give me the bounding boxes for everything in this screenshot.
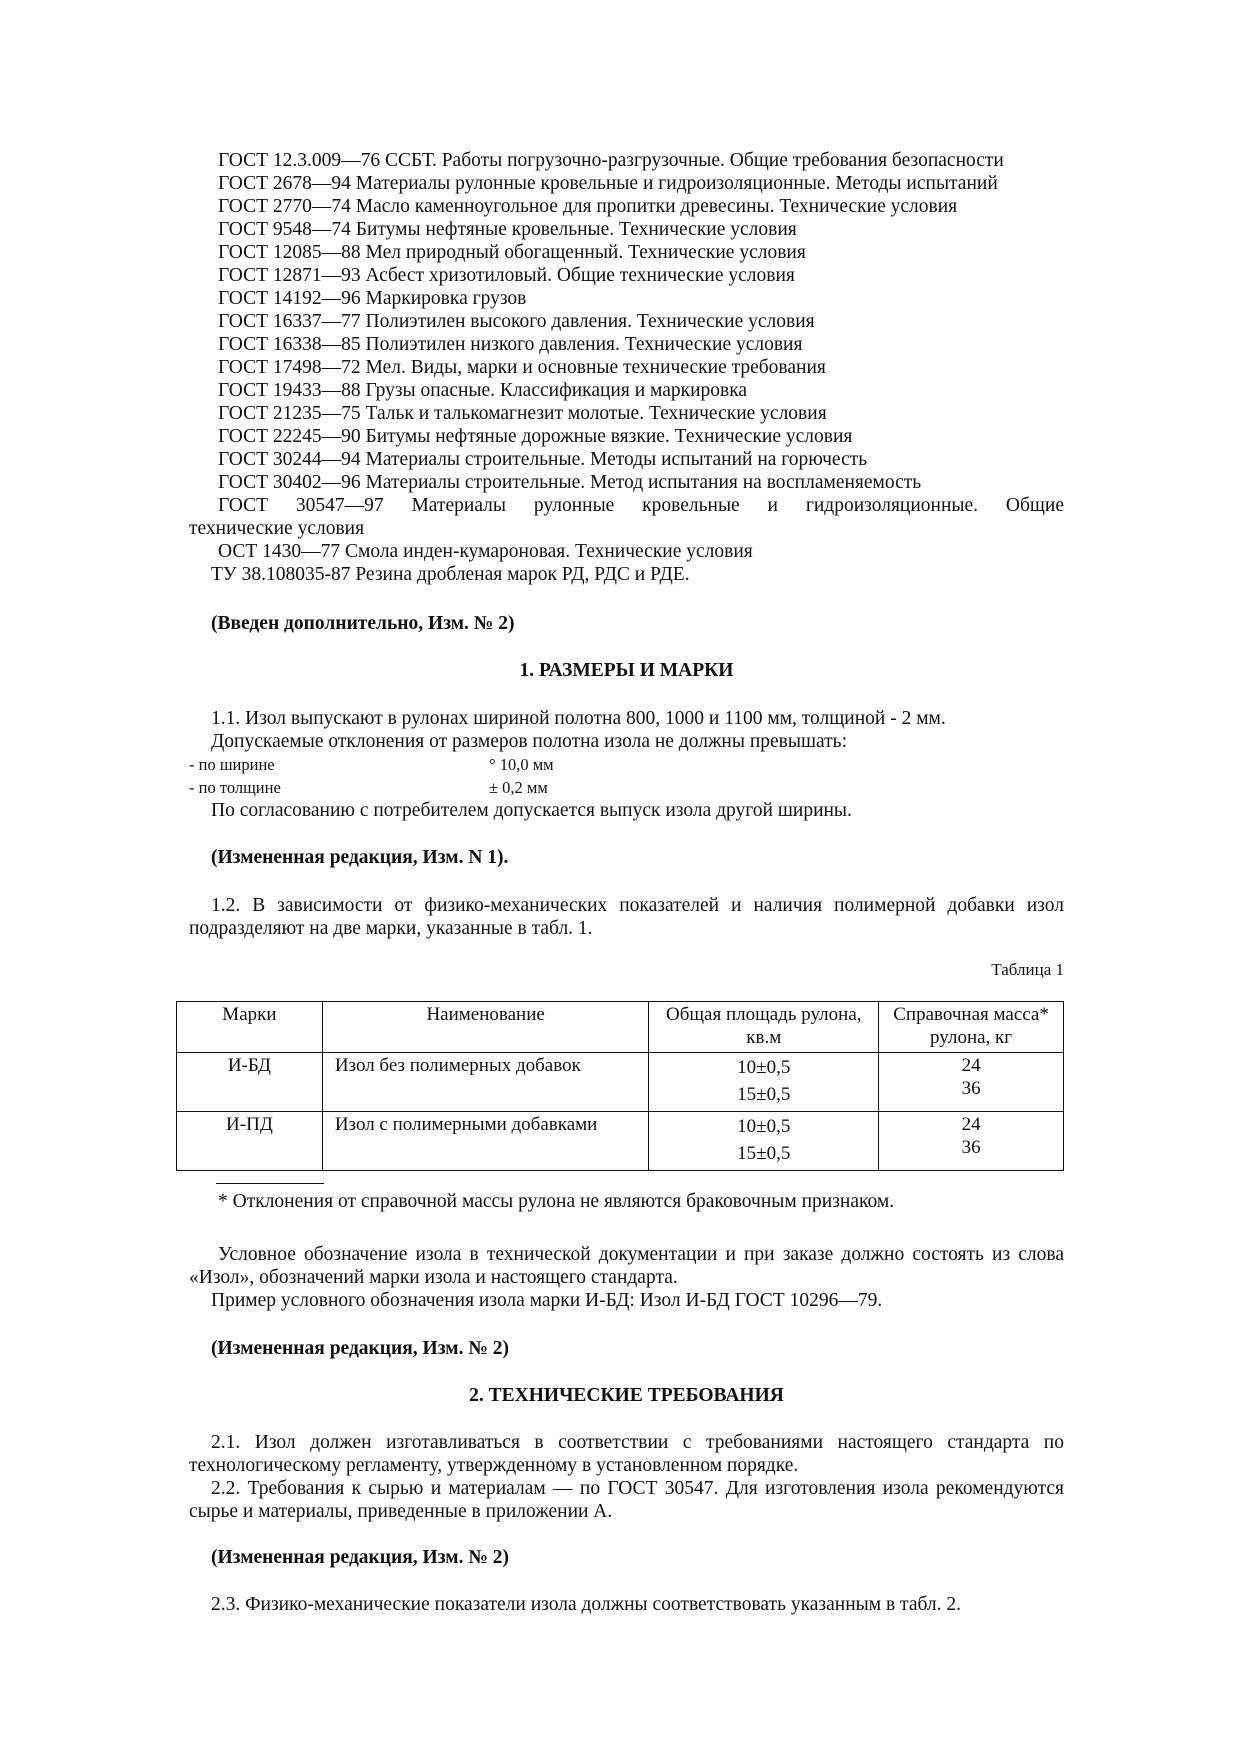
- table-cell-mass: [879, 1053, 1064, 1112]
- reference-item: ГОСТ 14192—96 Маркировка грузов: [218, 288, 527, 309]
- designation-example: Пример условного обозначения изола марки И-БД: Изол И-БД ГОСТ 10296—79.: [211, 1290, 883, 1311]
- tolerance-thickness-label: - по толщине: [189, 778, 281, 797]
- reference-item: ГОСТ 12.3.009—76 ССБТ. Работы погрузочно-разгрузочные. Общие требования безопасности: [218, 150, 1004, 171]
- section-title-1: 1. РАЗМЕРЫ И МАРКИ: [519, 660, 734, 681]
- table-cell-mark: И-ПД: [177, 1112, 323, 1171]
- mass-value: 36: [961, 1078, 981, 1099]
- table-footnote: * Отклонения от справочной массы рулона не являются браковочным признаком.: [218, 1191, 895, 1212]
- section-title-2: 2. ТЕХНИЧЕСКИЕ ТРЕБОВАНИЯ: [469, 1385, 784, 1406]
- reference-item: ГОСТ 2770—74 Масло каменноугольное для пропитки древесины. Технические условия: [218, 196, 958, 217]
- reference-item-tu: ТУ 38.108035-87 Резина дробленая марок РД, РДС и РДЕ.: [211, 564, 690, 585]
- reference-item: ГОСТ 30402—96 Материалы строительные. Метод испытания на воспламеняемость: [218, 472, 922, 493]
- clause-1-1-deviations: Допускаемые отклонения от размеров полотна изола не должны превышать:: [211, 731, 847, 752]
- tolerance-width-row: [189, 753, 1064, 776]
- clause-1-2: 1.2. В зависимости от физико-механических показателей и наличия полимерной добавки изол подразделяют на две марки, указанные в табл. 1.: [189, 895, 1064, 939]
- tolerance-thickness-value: ± 0,2 мм: [489, 778, 548, 797]
- table-cell-mass: [879, 1112, 1064, 1171]
- table-row: [177, 1112, 1064, 1171]
- reference-item: ГОСТ 19433—88 Грузы опасные. Классификация и маркировка: [218, 380, 748, 401]
- area-value: 10±0,5: [737, 1116, 791, 1137]
- table-cell-name: Изол с полимерными добавками: [322, 1112, 649, 1171]
- amendment-note: (Измененная редакция, Изм. № 2): [211, 1547, 510, 1568]
- designation-paragraph: Условное обозначение изола в технической документации и при заказе должно состоять из слова «Изол», обозначений марки изола и настоящего стандарта.: [189, 1244, 1064, 1288]
- reference-item-ost: ОСТ 1430—77 Смола инден-кумароновая. Технические условия: [218, 541, 753, 562]
- reference-item: ГОСТ 12085—88 Мел природный обогащенный. Технические условия: [218, 242, 806, 263]
- table-cell-area: [649, 1053, 879, 1112]
- clause-1-1-text: 1.1. Изол выпускают в рулонах шириной полотна 800, 1000 и 1100 мм, толщиной - 2 мм.: [211, 708, 946, 729]
- reference-item: ГОСТ 16338—85 Полиэтилен низкого давления. Технические условия: [218, 334, 803, 355]
- reference-item-30547-line1: ГОСТ 30547—97 Материалы рулонные кровельные и гидроизоляционные. Общие: [218, 495, 1064, 516]
- table-header-row: [177, 1002, 1064, 1053]
- table-header-cell: Наименование: [322, 1002, 649, 1053]
- footnote-separator: [216, 1183, 324, 1184]
- amendment-note: (Измененная редакция, Изм. N 1).: [211, 847, 509, 868]
- mass-value: 24: [961, 1114, 981, 1135]
- table-row: [177, 1053, 1064, 1112]
- tolerance-thickness-row: [189, 776, 1064, 799]
- clause-2-2: 2.2. Требования к сырью и материалам — по ГОСТ 30547. Для изготовления изола рекомендуются сырье и материалы, приведенные в приложении А.: [189, 1478, 1064, 1522]
- references-list: [189, 149, 1064, 586]
- reference-item: ГОСТ 22245—90 Битумы нефтяные дорожные вязкие. Технические условия: [218, 426, 853, 447]
- reference-item: ГОСТ 17498—72 Мел. Виды, марки и основные технические требования: [218, 357, 826, 378]
- table-cell-area: [649, 1112, 879, 1171]
- amendment-note: (Измененная редакция, Изм. № 2): [211, 1338, 510, 1359]
- clause-2-3: 2.3. Физико-механические показатели изола должны соответствовать указанным в табл. 2.: [211, 1594, 962, 1615]
- table-cell-name: Изол без полимерных добавок: [322, 1053, 649, 1112]
- clause-1-1-agreement: По согласованию с потребителем допускается выпуск изола другой ширины.: [211, 800, 852, 821]
- table-caption: Таблица 1: [991, 960, 1064, 979]
- table-cell-mark: И-БД: [177, 1053, 323, 1112]
- reference-item: ГОСТ 9548—74 Битумы нефтяные кровельные. Технические условия: [218, 219, 797, 240]
- reference-item: ГОСТ 16337—77 Полиэтилен высокого давления. Технические условия: [218, 311, 815, 332]
- area-value: 15±0,5: [737, 1143, 791, 1164]
- reference-item-30547-line2: технические условия: [189, 518, 365, 539]
- reference-item: ГОСТ 2678—94 Материалы рулонные кровельные и гидроизоляционные. Методы испытаний: [218, 173, 998, 194]
- marks-table: [176, 1001, 1064, 1171]
- table-header-cell: Справочная масса* рулона, кг: [879, 1002, 1064, 1053]
- amendment-note: (Введен дополнительно, Изм. № 2): [211, 613, 515, 634]
- area-value: 15±0,5: [737, 1084, 791, 1105]
- table-header-cell: Марки: [177, 1002, 323, 1053]
- mass-value: 24: [961, 1055, 981, 1076]
- reference-item: ГОСТ 21235—75 Тальк и талькомагнезит молотые. Технические условия: [218, 403, 827, 424]
- mass-value: 36: [961, 1137, 981, 1158]
- area-value: 10±0,5: [737, 1057, 791, 1078]
- tolerance-width-value: ° 10,0 мм: [489, 755, 554, 774]
- tolerance-width-label: - по ширине: [189, 755, 275, 774]
- clause-1-1: [189, 707, 1064, 822]
- reference-item: ГОСТ 12871—93 Асбест хризотиловый. Общие технические условия: [218, 265, 795, 286]
- table-header-cell: Общая площадь рулона, кв.м: [649, 1002, 879, 1053]
- clause-2-1: 2.1. Изол должен изготавливаться в соответствии с требованиями настоящего стандарта по технологическому регламенту, утвержденному в установленном порядке.: [189, 1432, 1064, 1476]
- reference-item: ГОСТ 30244—94 Материалы строительные. Методы испытаний на горючесть: [218, 449, 868, 470]
